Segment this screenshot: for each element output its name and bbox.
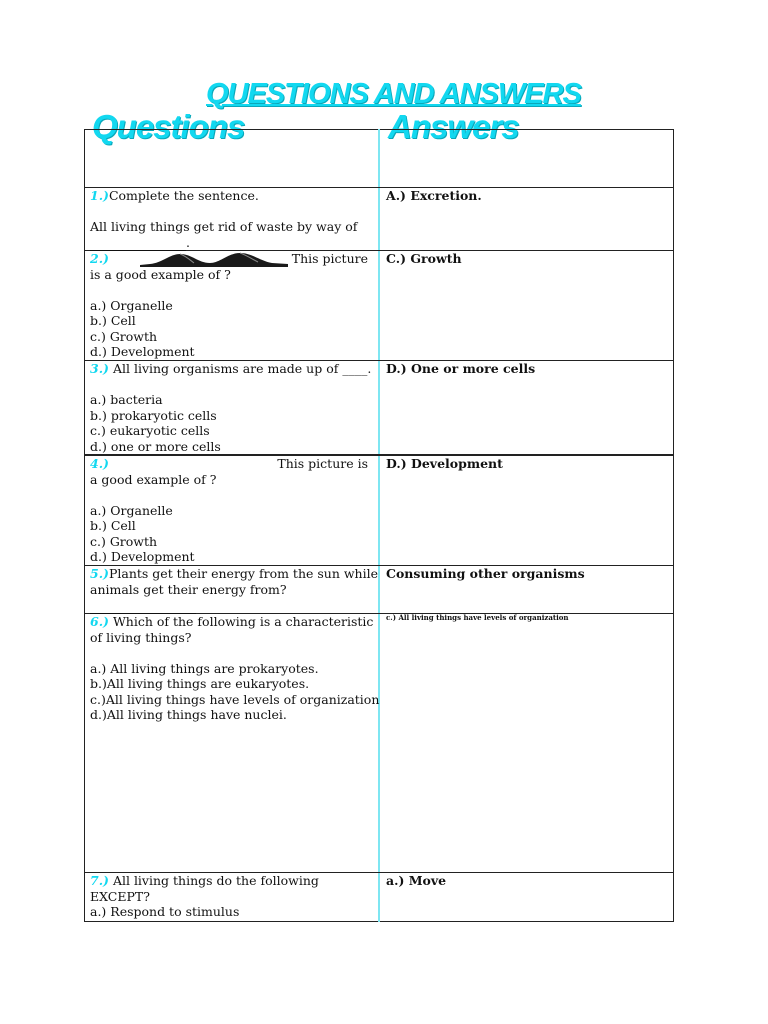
question-text-line2: EXCEPT?	[90, 888, 150, 904]
answer-6: c.) All living things have levels of organization	[386, 613, 569, 622]
question-text: Complete the sentence.	[108, 188, 259, 203]
questions-header: Questions	[92, 108, 245, 145]
question-text: Plants get their energy from the sun while	[108, 566, 378, 581]
question-text-line2: All living things get rid of waste by way of	[90, 219, 358, 234]
question-1	[90, 188, 357, 251]
option: d.)All living things have nuclei.	[90, 707, 287, 722]
answers-header: Answers	[388, 108, 519, 145]
mountain-picture	[140, 251, 288, 267]
question-text-line2: a good example of ?	[90, 471, 217, 487]
option: d.) Development	[90, 344, 195, 359]
question-text: All living things do the following	[108, 873, 319, 888]
option: b.)All living things are eukaryotes.	[90, 676, 310, 691]
question-5	[90, 566, 378, 614]
option: a.) Organelle	[90, 502, 173, 518]
question-4	[90, 456, 368, 565]
answer-blank	[90, 597, 196, 614]
question-text-line3: a.) Respond to stimulus	[90, 904, 240, 919]
question-number: 4.)	[90, 456, 109, 471]
option: d.) one or more cells	[90, 438, 221, 454]
question-2	[90, 251, 368, 360]
option: b.) Cell	[90, 313, 136, 328]
picture-caption: This picture is	[277, 456, 368, 471]
question-6	[90, 614, 379, 723]
question-number: 1.)	[90, 188, 109, 203]
option: d.) Development	[90, 549, 195, 564]
option: a.) bacteria	[90, 392, 163, 407]
question-text: Which of the following is a characteristic	[108, 614, 374, 629]
column-divider	[378, 129, 380, 922]
option: a.) Organelle	[90, 297, 173, 313]
question-7	[90, 873, 319, 920]
option: c.) Growth	[90, 328, 158, 344]
answer-7: a.) Move	[386, 873, 447, 888]
answer-3: D.) One or more cells	[386, 361, 536, 376]
option: b.) Cell	[90, 518, 136, 533]
option: a.) All living things are prokaryotes.	[90, 660, 319, 676]
page-title: QUESTIONS AND ANSWERS	[206, 78, 581, 110]
question-3	[90, 361, 371, 454]
question-number: 7.)	[90, 873, 109, 888]
question-text: All living organisms are made up of ____.	[112, 361, 372, 376]
answer-5: Consuming other organisms	[386, 566, 585, 581]
question-text-line2: is a good example of ?	[90, 266, 231, 282]
question-text-line2: animals get their energy from?	[90, 581, 287, 597]
option: c.)All living things have levels of organization	[90, 691, 380, 707]
question-number: 5.)	[90, 566, 109, 581]
answer-2: C.) Growth	[386, 251, 462, 266]
option: b.) prokaryotic cells	[90, 407, 217, 423]
question-number: 2.)	[90, 251, 109, 266]
question-number: 6.)	[90, 614, 109, 629]
question-number: 3.)	[90, 361, 109, 376]
blank-end: .	[186, 234, 190, 250]
question-text-line2: of living things?	[90, 629, 192, 645]
answer-1: A.) Excretion.	[386, 188, 482, 203]
answer-4: D.) Development	[386, 456, 503, 471]
option: c.) Growth	[90, 533, 158, 549]
answer-blank	[90, 235, 186, 252]
qa-table	[84, 129, 674, 922]
option: c.) eukaryotic cells	[90, 423, 210, 438]
picture-caption: This picture	[291, 251, 368, 266]
